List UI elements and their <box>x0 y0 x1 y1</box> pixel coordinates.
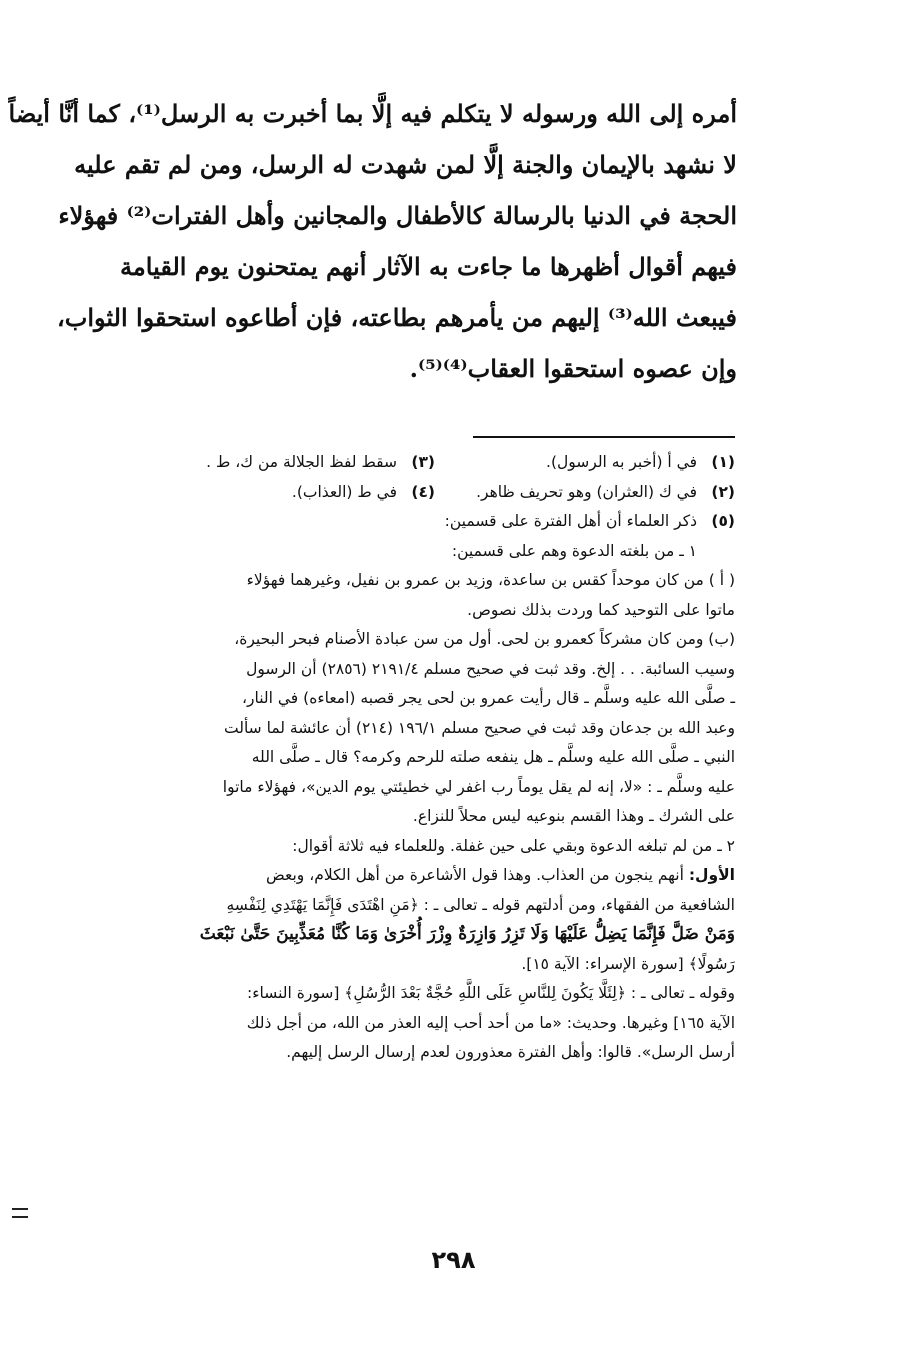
footnote-text: في ك (العثران) وهو تحريف ظاهر. <box>476 482 697 501</box>
footnote-text: في ط (العذاب). <box>291 482 397 501</box>
footnote-line: على الشرك ـ وهذا القسم بنوعيه ليس محلاً للنزاع. <box>412 807 735 825</box>
footnote-row-5 <box>38 507 735 537</box>
footnote-number: (١) <box>711 453 735 471</box>
footnote-line: ١ ـ من بلغته الدعوة وهم على قسمين: <box>451 541 697 560</box>
footnote-line: الآية ١٦٥] وغيرها. وحديث: «ما من أحد أحب إليه العذر من الله، من أجل ذلك <box>246 1013 735 1032</box>
footnote-line: النبي ـ صلَّى الله عليه وسلَّم ـ هل ينفعه صلته للرحم وكرمه؟ قال ـ صلَّى الله <box>251 748 735 766</box>
footnote-line: وسيب السائبة. . . إلخ. وقد ثبت في صحيح مسلم ٢١٩١/٤ (٢٨٥٦) أن الرسول <box>246 659 735 678</box>
footnote-line: ( أ ) من كان موحداً كقس بن ساعدة، وزيد بن عمرو بن نفيل، وغيرهما فهؤلاء <box>246 571 735 589</box>
main-text-line: وإن عصوه استحقوا العقاب⁽⁴⁾⁽⁵⁾. <box>409 354 737 383</box>
main-text-line: فيبعث الله⁽³⁾ إليهم من يأمرهم بطاعته، فإن أطاعوه استحقوا الثواب، <box>56 303 737 332</box>
footnote-row-1-3 <box>38 448 735 478</box>
footnote-text: ذكر العلماء أن أهل الفترة على قسمين: <box>444 512 697 530</box>
main-text-line: أمره إلى الله ورسوله لا يتكلم فيه إلَّا بما أخبرت به الرسل⁽¹⁾، كما أنَّا أيضاً <box>8 99 737 128</box>
main-text-line: فيهم أقوال أظهرها ما جاءت به الآثار أنهم يمتحنون يوم القيامة <box>120 252 737 281</box>
page-number: ٢٩٨ <box>431 1246 476 1274</box>
first-opinion-label: الأول: <box>688 866 735 884</box>
footnote-row-2-4 <box>38 478 735 508</box>
first-opinion-text: أنهم ينجون من العذاب. وهذا قول الأشاعرة من أهل الكلام، وبعض <box>266 866 689 884</box>
footnotes-block <box>38 448 735 1068</box>
footnote-number: (٢) <box>711 482 735 501</box>
footnote-line: (ب) ومن كان مشركاً كعمرو بن لحى. أول من سن عبادة الأصنام فبحر البحيرة، <box>234 630 735 648</box>
footnote-divider <box>473 436 735 438</box>
footnote-line: الشافعية من الفقهاء، ومن أدلتهم قوله ـ تعالى ـ : ﴿مَنِ اهْتَدَى فَإِنَّمَا يَهْتَدِي لِنَفْسِهِ <box>226 895 735 914</box>
quran-verse-line: وَمَنْ ضَلَّ فَإِنَّمَا يَضِلُّ عَلَيْهَا وَلَا تَزِرُ وَازِرَةٌ وِزْرَ أُخْرَىٰ وَمَا كُنَّا مُعَذِّبِينَ حَتَّىٰ نَبْعَثَ <box>199 924 735 944</box>
footnote-line-first-opinion <box>38 861 735 891</box>
footnote-line: رَسُولًا﴾ [سورة الإسراء: الآية ١٥]. <box>521 954 735 973</box>
main-text-block <box>8 88 737 394</box>
main-text-line: الحجة في الدنيا بالرسالة كالأطفال والمجانين وأهل الفترات⁽²⁾ فهؤلاء <box>58 201 737 230</box>
footnote-number: (٥) <box>711 512 735 530</box>
footnote-line: وعبد الله بن جدعان وقد ثبت في صحيح مسلم ١٩٦/١ (٢١٤) أن عائشة لما سألت <box>224 718 735 737</box>
margin-mark <box>12 1208 28 1218</box>
footnote-line: وقوله ـ تعالى ـ : ﴿لِئَلَّا يَكُونَ لِلنَّاسِ عَلَى اللَّهِ حُجَّةٌ بَعْدَ الرُّسُلِ﴾ [سورة النساء: <box>247 984 735 1002</box>
footnote-number: (٣) <box>411 453 435 471</box>
footnote-line: ٢ ـ من لم تبلغه الدعوة وبقي على حين غفلة. وللعلماء فيه ثلاثة أقوال: <box>292 836 735 855</box>
main-text-line: لا نشهد بالإيمان والجنة إلَّا لمن شهدت له الرسل، ومن لم تقم عليه <box>74 150 737 179</box>
footnote-line: ـ صلَّى الله عليه وسلَّم ـ قال رأيت عمرو بن لحى يجر قصبه (امعاءه) في النار، <box>242 689 735 707</box>
footnote-line: ماتوا على التوحيد كما وردت بذلك نصوص. <box>467 600 735 619</box>
footnote-line: أرسل الرسل». قالوا: وأهل الفترة معذورون لعدم إرسال الرسل إليهم. <box>286 1043 735 1061</box>
footnote-text: سقط لفظ الجلالة من ك، ط . <box>206 453 397 471</box>
footnote-text: في أ (أخبر به الرسول). <box>546 453 697 471</box>
footnote-number: (٤) <box>411 482 435 501</box>
footnote-line: عليه وسلَّم ـ : «لا، إنه لم يقل يوماً رب اغفر لي خطيئتي يوم الدين»، فهؤلاء ماتوا <box>222 777 735 796</box>
